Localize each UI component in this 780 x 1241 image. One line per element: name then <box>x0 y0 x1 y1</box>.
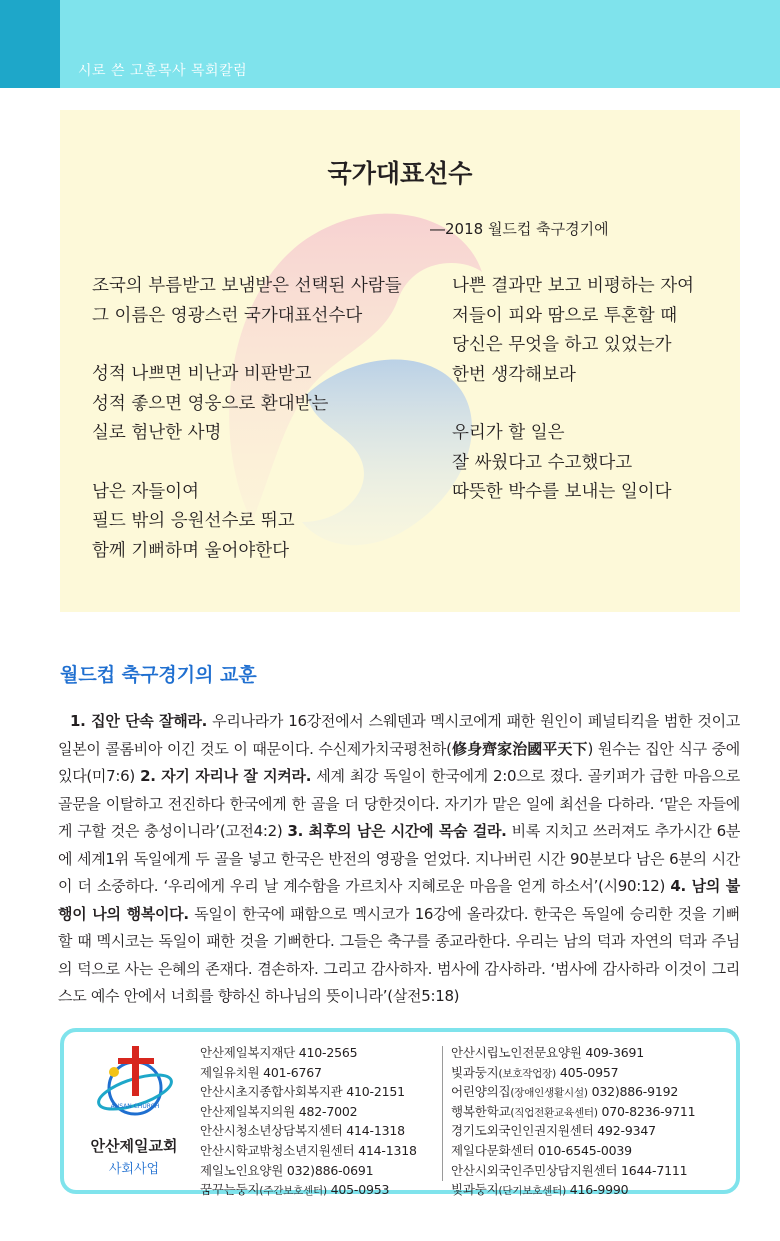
directory-entry <box>200 1083 417 1103</box>
directory-entry <box>200 1044 417 1064</box>
entry-note: (장애인생활시설) <box>510 1087 588 1100</box>
lesson-point-1-text-cont: ) 원수는 집안 식구 중에 있다(미7:6) <box>58 739 740 785</box>
entry-note: (직업전환교육센터) <box>510 1106 598 1119</box>
entry-name: 제일다문화센터 <box>451 1142 535 1158</box>
lesson-point-4-heading: 4. 남의 불행이 나의 행복이다. <box>58 877 740 923</box>
entry-name: 안산시학교밖청소년지원센터 <box>200 1142 355 1158</box>
footer-directory-box <box>60 1028 740 1198</box>
entry-phone: 410-2565 <box>298 1045 358 1060</box>
poem-line: 실로 험난한 사명 <box>92 423 222 443</box>
entry-name: 안산제일복지의원 <box>200 1103 296 1119</box>
directory-entry <box>451 1142 695 1162</box>
directory-divider <box>442 1046 443 1181</box>
lesson-point-3-heading: 3. 최후의 남은 시간에 목숨 걸라. <box>287 822 507 840</box>
logo-text: ANSAN CHURCH <box>110 1103 160 1110</box>
entry-name: 행복한학교 <box>451 1103 511 1119</box>
lesson-hanja: 修身齊家治國平天下 <box>451 739 588 758</box>
column-label: 시로 쓴 고훈목사 목회칼럼 <box>78 63 248 79</box>
poem-line: 한번 생각해보라 <box>452 364 576 385</box>
lesson-point-1-heading: 1. 집안 단속 잘해라. <box>70 712 208 730</box>
entry-name: 안산제일복지재단 <box>200 1045 296 1060</box>
entry-note: (보호작업장) <box>498 1067 557 1080</box>
header-accent-block <box>0 0 60 88</box>
poem-line: 잘 싸웠다고 수고했다고 <box>452 452 633 473</box>
directory-entry <box>451 1103 695 1123</box>
entry-phone: 010-6545-0039 <box>537 1142 632 1158</box>
poem-subtitle: ―2018 월드컵 축구경기에 <box>430 220 609 238</box>
poem-line: 그 이름은 영광스런 국가대표선수다 <box>92 305 363 326</box>
entry-phone: 410-2151 <box>346 1084 405 1100</box>
entry-phone: 492-9347 <box>597 1123 656 1139</box>
entry-phone: 414-1318 <box>346 1123 405 1139</box>
entry-name: 안산시초지종합사회복지관 <box>200 1084 343 1100</box>
poem-line: 나쁜 결과만 보고 비평하는 자여 <box>452 276 695 296</box>
directory-entry <box>200 1122 417 1142</box>
directory-entry <box>451 1064 695 1084</box>
entry-phone: 405-0957 <box>559 1064 619 1080</box>
lesson-point-2-heading: 2. 자기 자리나 잘 지켜라. <box>140 767 312 785</box>
lesson-point-1-text: 우리나라가 16강전에서 스웨덴과 멕시코에게 패한 원인이 페널티킥을 범한 것이고 일본이 콜롬비아 이긴 것도 이 때문이다. 수신제가치국평천하( <box>58 712 740 758</box>
directory-entry <box>200 1064 417 1084</box>
entry-name: 꿈꾸는둥지 <box>200 1182 260 1198</box>
entry-phone: 482-7002 <box>298 1103 358 1119</box>
directory-entry <box>200 1162 417 1182</box>
poem-left-column <box>92 272 402 566</box>
lesson-point-3-text: 비록 지치고 쓰러져도 추가시간 6분에 세계1위 독일에게 두 골을 넣고 한국은 반전의 영광을 얻었다. 지나버린 시간 90분보다 남은 6분의 시간이 더 소중하다. ‘우리에게 우리 날 계수함을 가르치사 지혜로운 마음을 얻게 하소서’(시90:12) <box>58 822 741 895</box>
entry-phone: 032)886-0691 <box>286 1162 374 1178</box>
church-logo-icon <box>92 1042 178 1122</box>
poem-line: 저들이 피와 땀으로 투혼할 때 <box>452 305 678 326</box>
entry-phone: 1644-7111 <box>621 1162 688 1178</box>
entry-phone: 414-1318 <box>358 1142 417 1158</box>
directory-entry <box>451 1122 695 1142</box>
org-name: 안산제일교회 <box>90 1137 178 1155</box>
entry-name: 어린양의집 <box>451 1084 511 1100</box>
poem-box <box>60 110 740 612</box>
poem-title: 국가대표선수 <box>327 159 473 188</box>
entry-note: (주간보호센터) <box>259 1185 327 1198</box>
poem-line: 우리가 할 일은 <box>452 423 565 443</box>
poem-line: 함께 기뻐하며 울어야한다 <box>92 540 290 561</box>
poem-line: 성적 좋으면 영웅으로 환대받는 <box>92 393 329 414</box>
org-subtitle: 사회사업 <box>108 1162 160 1177</box>
entry-name: 경기도외국인인권지원센터 <box>451 1123 594 1139</box>
lesson-body <box>58 708 740 1011</box>
entry-phone: 070-8236-9711 <box>601 1103 696 1119</box>
directory-left-column <box>200 1044 417 1201</box>
entry-name: 빛과둥지 <box>451 1064 499 1080</box>
entry-name: 제일유치원 <box>200 1064 260 1080</box>
poem-line: 필드 밖의 응원선수로 뛰고 <box>92 511 295 531</box>
entry-phone: 409-3691 <box>585 1045 645 1060</box>
entry-phone: 416-9990 <box>569 1182 629 1198</box>
lesson-point-2-text: 세계 최강 독일이 한국에게 2:0으로 졌다. 골키퍼가 급한 마음으로 골문을 이탈하고 전진하다 한국에게 한 골을 더 당한것이다. 자기가 맡은 일에 최선을 다하라. ‘맡은 자들에게 구할 것은 충성이니라’(고전4:2) <box>58 767 740 840</box>
directory-right-column <box>451 1044 695 1201</box>
entry-phone: 405-0953 <box>330 1182 390 1198</box>
lesson-point-4-text: 독일이 한국에 패함으로 멕시코가 16강에 올라갔다. 한국은 독일에 승리한 것을 기뻐할 때 멕시코는 독일이 패한 것을 기뻐한다. 그들은 축구를 종교라한다. 우리는 남의 덕과 자연의 덕과 주님의 덕으로 사는 은혜의 존재다. 겸손하자. 그리고 감사하자. 범사에 감사하라. ‘범사에 감사하라 이것이 그리스도 예수 안에서 너희를 향하신 하나님의 뜻이니라’(살전5:18) <box>58 904 740 1005</box>
directory-entry <box>451 1083 695 1103</box>
directory-entry <box>200 1142 417 1162</box>
poem-line: 당신은 무엇을 하고 있었는가 <box>452 335 672 355</box>
directory-entry <box>451 1181 695 1201</box>
poem-right-column <box>452 272 694 508</box>
entry-phone: 032)886-9192 <box>591 1084 679 1100</box>
directory-entry <box>451 1044 695 1064</box>
entry-name: 제일노인요양원 <box>200 1162 284 1178</box>
entry-name: 안산시립노인전문요양원 <box>451 1045 582 1060</box>
directory-entry <box>200 1103 417 1123</box>
directory-entry <box>451 1162 695 1182</box>
entry-name: 안산시외국인주민상담지원센터 <box>451 1162 618 1178</box>
entry-name: 안산시청소년상담복지센터 <box>200 1123 343 1139</box>
poem-line: 남은 자들이여 <box>92 481 199 502</box>
poem-line: 성적 나쁘면 비난과 비판받고 <box>92 364 312 384</box>
poem-line: 조국의 부름받고 보냄받은 선택된 사람들 <box>92 276 402 296</box>
directory-entry <box>200 1181 417 1201</box>
entry-name: 빛과둥지 <box>451 1182 499 1198</box>
lesson-title: 월드컵 축구경기의 교훈 <box>60 664 257 686</box>
poem-line: 따뜻한 박수를 보내는 일이다 <box>452 482 672 502</box>
entry-phone: 401-6767 <box>263 1064 322 1080</box>
entry-note: (단기보호센터) <box>498 1185 566 1198</box>
